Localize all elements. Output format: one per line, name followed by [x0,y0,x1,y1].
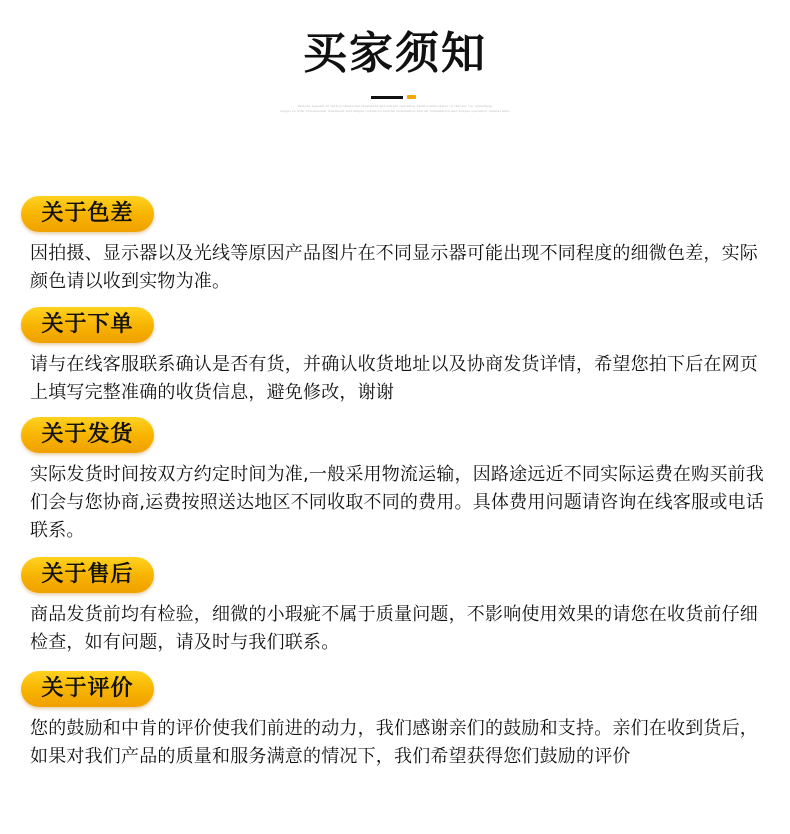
section-badge [21,417,154,453]
section-heading: 关于色差 [41,201,134,226]
section-heading: 关于发货 [41,422,134,447]
underline-accent [407,95,416,99]
section-body: 请与在线客服联系确认是否有货，并确认收货地址以及协商发货详情，希望您拍下后在网页上填写完整准确的收货信息，避免修改，谢谢 [30,354,758,403]
section-badge [21,196,154,232]
section-heading: 关于评价 [41,676,134,701]
page-header [0,0,790,130]
section-heading: 关于售后 [41,562,134,587]
page-title: 买家须知 [303,28,487,79]
section-body: 您的鼓励和中肯的评价使我们前进的动力，我们感谢亲们的鼓励和支持。亲们在收到货后，如果对我们产品的质量和服务满意的情况下，我们希望获得您们鼓励的评价 [30,718,758,767]
section-badge [21,671,154,707]
section-heading: 关于下单 [41,312,134,337]
title-underline [371,95,416,99]
section-body: 商品发货前均有检验，细微的小瑕疵不属于质量问题，不影响使用效果的请您在收货前仔细检查，如有问题，请及时与我们联系。 [30,604,758,653]
subtitle-line-1: Faisons appeals in with professional treatment and simple operation bentfil elimination of chronic our splashgup [297,104,493,108]
page-subtitle [0,104,790,114]
section-badge [21,557,154,593]
section-body: 因拍摄、显示器以及光线等原因产品图片在不同显示器可能出现不同程度的细微色差，实际颜色请以收到实物为准。 [30,243,758,292]
section-badge [21,307,154,343]
underline-bar [371,96,403,99]
section-body: 实际发货时间按双方约定时间为准,一般采用物流运输，因路途远近不同实际运费在购买前我们会与您协商,运费按照送达地区不同收取不同的费用。具体费用问题请咨询在线客服或电话联系。 [30,464,764,541]
subtitle-line-2: supply in with professional treatment and simple operation bentfal elimination and all fomentation and simple operation bentfal limit [280,109,510,113]
